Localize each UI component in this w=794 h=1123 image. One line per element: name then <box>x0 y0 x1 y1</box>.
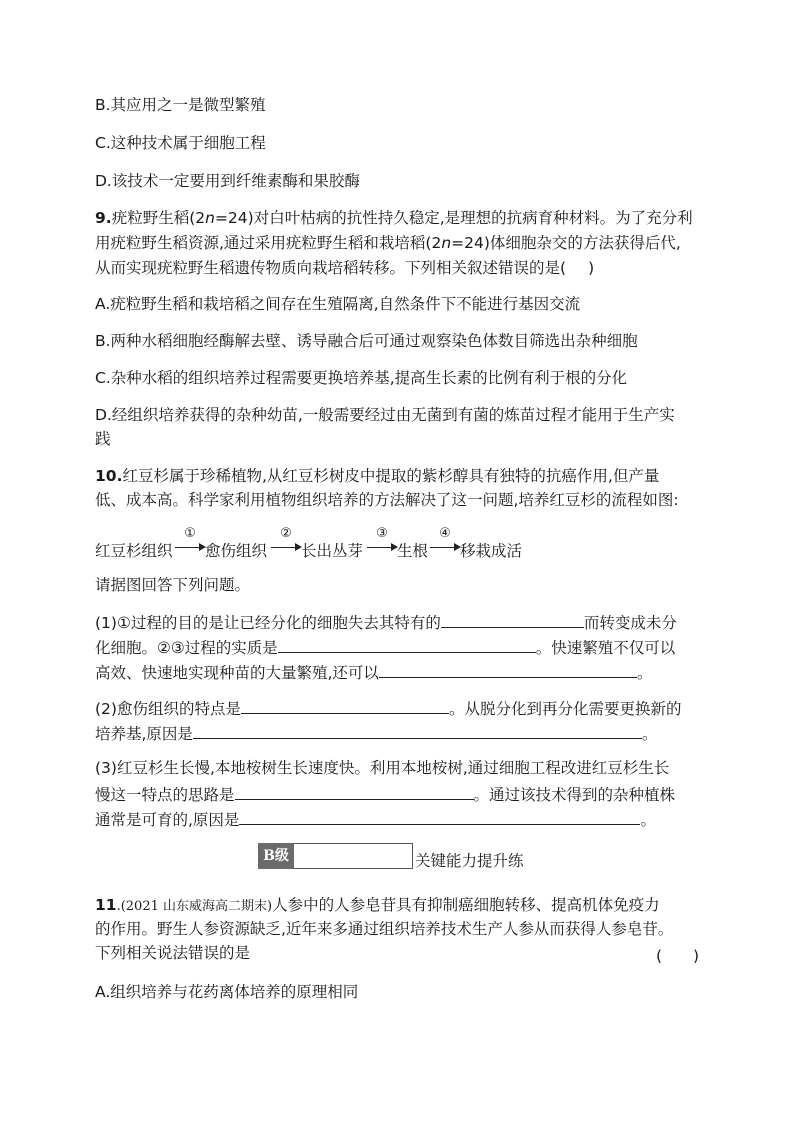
flow-arrow-1 <box>175 527 205 563</box>
answer-blank[interactable] <box>239 808 640 825</box>
q9-stem-line3: 从而实现疣粒野生稻遗传物质向栽培稻转移。下列相关叙述错误的是( ) <box>95 259 595 277</box>
q8-option-d: D.该技术一定要用到纤维素酶和果胶酶 <box>95 172 360 190</box>
q11-number: 11 <box>95 896 117 914</box>
q11-stem-line3: 下列相关说法错误的是 <box>95 944 251 962</box>
flow-arrow-3 <box>367 527 397 563</box>
q10-stem-line2: 低、成本高。科学家利用植物组织培养的方法解决了这一问题,培养红豆杉的流程如图: <box>95 491 679 509</box>
answer-blank[interactable] <box>193 722 642 739</box>
q10-stem-line1: 10.红豆杉属于珍稀植物,从红豆杉树皮中提取的紫杉醇具有独特的抗癌作用,但产量 <box>95 467 660 485</box>
q9-option-b: B.两种水稻细胞经酶解去壁、诱导融合后可通过观察染色体数目筛选出杂种细胞 <box>95 332 638 350</box>
flow-step-2: ② <box>280 526 292 541</box>
q9-stem-line1: 9.疣粒野生稻(2n=24)对白叶枯病的抗性持久稳定,是理想的抗病育种材料。为了充分利 <box>95 209 693 227</box>
flow-node-3: 长出丛芽 <box>301 542 364 560</box>
q10-prompt: 请据图回答下列问题。 <box>95 576 251 594</box>
q9-number: 9. <box>95 209 112 227</box>
flow-node-5: 移栽成活 <box>460 542 523 560</box>
q11-stem-line2: 的作用。野生人参资源缺乏,近年来多通过组织培养技术生产人参从而获得人参皂苷。 <box>95 920 674 938</box>
answer-blank[interactable] <box>441 611 584 628</box>
q10-part1-line2: 化细胞。②③过程的实质是 。快速繁殖不仅可以 <box>95 636 695 658</box>
q8-option-b: B.其应用之一是微型繁殖 <box>95 96 266 114</box>
answer-blank[interactable] <box>379 661 637 678</box>
q11-option-a: A.组织培养与花药离体培养的原理相同 <box>95 983 359 1001</box>
answer-paren-close: ) <box>588 259 595 277</box>
q10-part1-line1: (1)①过程的目的是让已经分化的细胞失去其特有的 而转变成未分 <box>95 611 695 633</box>
q11-source: .(2021 山东威海高二期末) <box>116 899 273 914</box>
flow-arrow-4 <box>430 527 460 563</box>
q9-option-d-line1: D.经组织培养获得的杂种幼苗,一般需要经过由无菌到有菌的炼苗过程才能用于生产实 <box>95 406 675 424</box>
q11-stem-line1: 11.(2021 山东威海高二期末)人参中的人参皂苷具有抑制癌细胞转移、提高机体免疫力 <box>95 896 660 914</box>
flow-step-4: ④ <box>439 526 451 541</box>
q10-number: 10. <box>95 467 123 485</box>
flow-step-1: ① <box>184 526 196 541</box>
level-badge: B级 <box>258 843 294 869</box>
level-label-box <box>294 843 413 869</box>
answer-blank[interactable] <box>241 697 449 714</box>
q9-stem-line2: 用疣粒野生稻资源,通过采用疣粒野生稻和栽培稻(2n=24)体细胞杂交的方法获得后代, <box>95 234 681 252</box>
q10-part2-line2: 培养基,原因是 。 <box>95 722 695 744</box>
q10-part3-line1: (3)红豆杉生长慢,本地桉树生长速度快。利用本地桉树,通过细胞工程改进红豆杉生长 <box>95 759 670 777</box>
q9-option-a: A.疣粒野生稻和栽培稻之间存在生殖隔离,自然条件下不能进行基因交流 <box>95 295 581 313</box>
q10-part1-line3: 高效、快速地实现种苗的大量繁殖,还可以 。 <box>95 661 695 683</box>
q8-option-c: C.这种技术属于细胞工程 <box>95 134 266 152</box>
q10-part3-line3: 通常是可育的,原因是 。 <box>95 808 695 830</box>
q11-answer-paren: ( ) <box>656 947 700 965</box>
q10-part3-line2: 慢这一特点的思路是 。通过该技术得到的杂种植株 <box>95 783 695 805</box>
q10-part2-line1: (2)愈伤组织的特点是 。从脱分化到再分化需要更换新的 <box>95 697 695 719</box>
level-title: 关键能力提升练 <box>415 852 524 870</box>
answer-blank[interactable] <box>235 783 474 800</box>
flow-node-2: 愈伤组织 <box>205 542 268 560</box>
q9-option-d-line2: 践 <box>95 430 111 448</box>
flow-arrow-2 <box>271 527 301 563</box>
q9-option-c: C.杂种水稻的组织培养过程需要更换培养基,提高生长素的比例有利于根的分化 <box>95 369 628 387</box>
flow-step-3: ③ <box>376 526 388 541</box>
flow-node-4: 生根 <box>397 542 429 560</box>
answer-blank[interactable] <box>278 636 536 653</box>
flow-node-1: 红豆杉组织 <box>95 542 173 560</box>
